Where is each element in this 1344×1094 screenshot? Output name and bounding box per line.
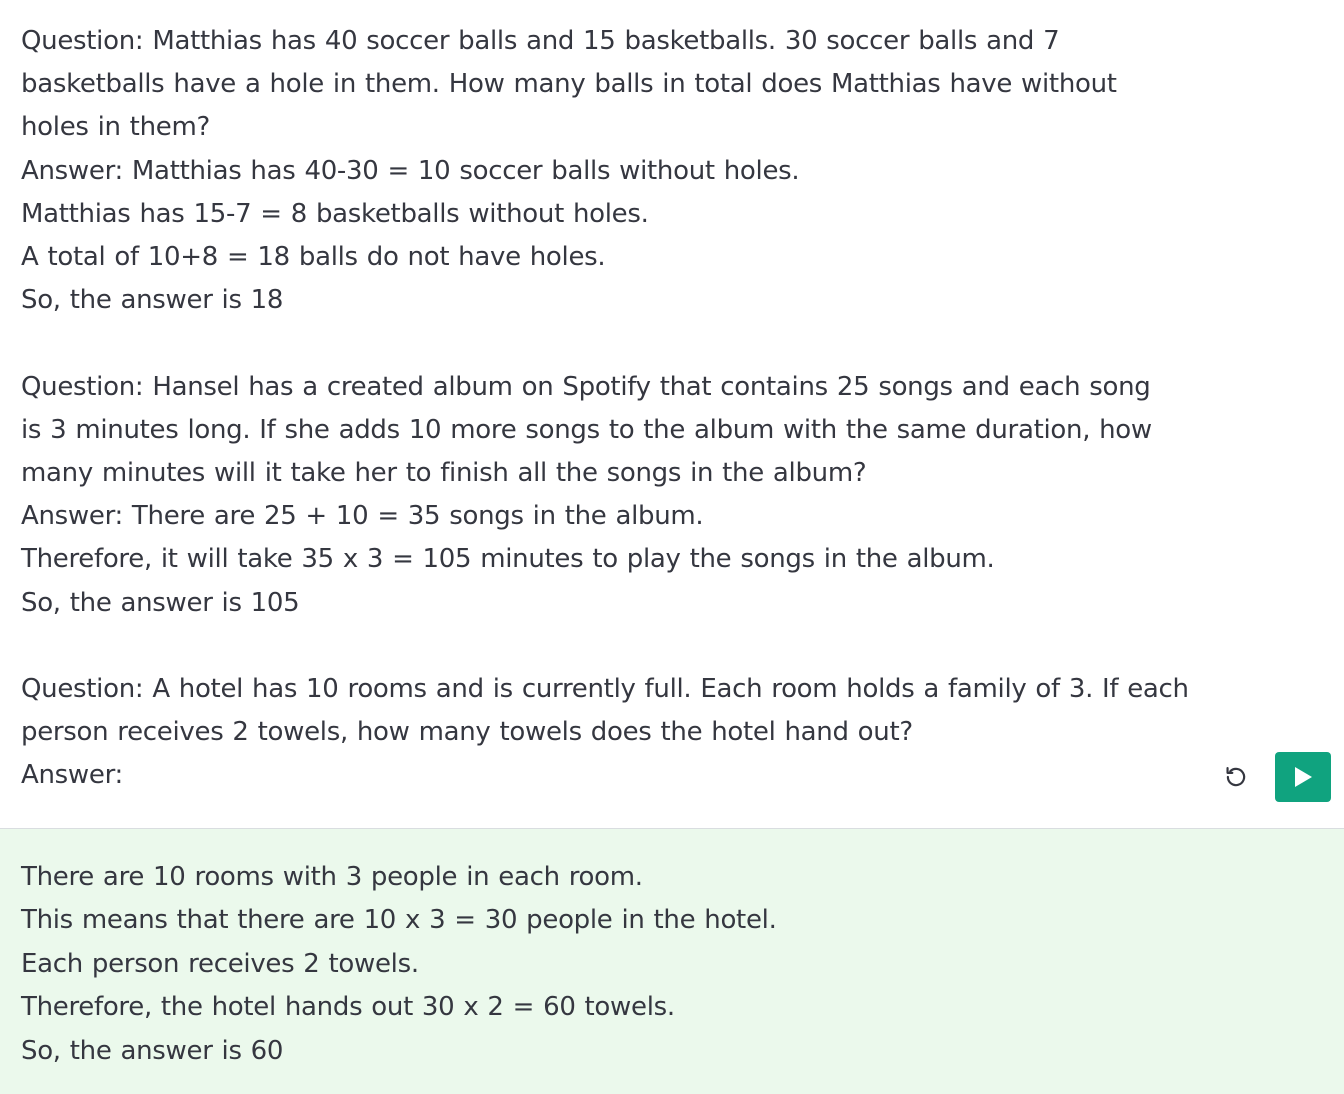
prompt-line: A total of 10+8 = 18 balls do not have holes. [21,242,606,273]
blank-line [21,625,1221,668]
prompt-line: person receives 2 towels, how many towels does the hotel hand out? [21,717,913,748]
prompt-line: holes in them? [21,112,210,143]
prompt-line: Question: Hansel has a created album on Spotify that contains 25 songs and each song [21,371,1151,402]
submit-button[interactable] [1275,752,1331,802]
regenerate-button[interactable] [1218,759,1254,795]
prompt-line: So, the answer is 18 [21,285,284,316]
prompt-line: So, the answer is 105 [21,587,300,618]
completion-panel [0,829,1344,1094]
completion-line: There are 10 rooms with 3 people in each room. [21,862,643,892]
completion-line: Therefore, the hotel hands out 30 x 2 = 60 towels. [21,992,675,1023]
play-icon [1292,765,1314,789]
completion-text [21,856,777,1073]
prompt-line: basketballs have a hole in them. How many balls in total does Matthias have without [21,69,1117,100]
prompt-line: Matthias has 15-7 = 8 basketballs without holes. [21,198,649,229]
prompt-line: many minutes will it take her to finish all the songs in the album? [21,458,867,489]
prompt-line: Answer: There are 25 + 10 = 35 songs in the album. [21,501,704,532]
completion-line: This means that there are 10 x 3 = 30 people in the hotel. [21,905,777,936]
undo-icon [1223,764,1249,790]
prompt-line: Therefore, it will take 35 x 3 = 105 minutes to play the songs in the album. [21,544,995,575]
prompt-text[interactable] [21,20,1221,798]
prompt-line: Question: Matthias has 40 soccer balls and 15 basketballs. 30 soccer balls and 7 [21,26,1060,56]
completion-line: Each person receives 2 towels. [21,948,419,979]
prompt-line: Question: A hotel has 10 rooms and is currently full. Each room holds a family of 3. If each [21,674,1189,705]
prompt-line: is 3 minutes long. If she adds 10 more songs to the album with the same duration, how [21,414,1152,445]
completion-line: So, the answer is 60 [21,1035,284,1066]
prompt-line: Answer: [21,760,123,791]
prompt-line: Answer: Matthias has 40-30 = 10 soccer balls without holes. [21,155,800,186]
blank-line [21,322,1221,365]
